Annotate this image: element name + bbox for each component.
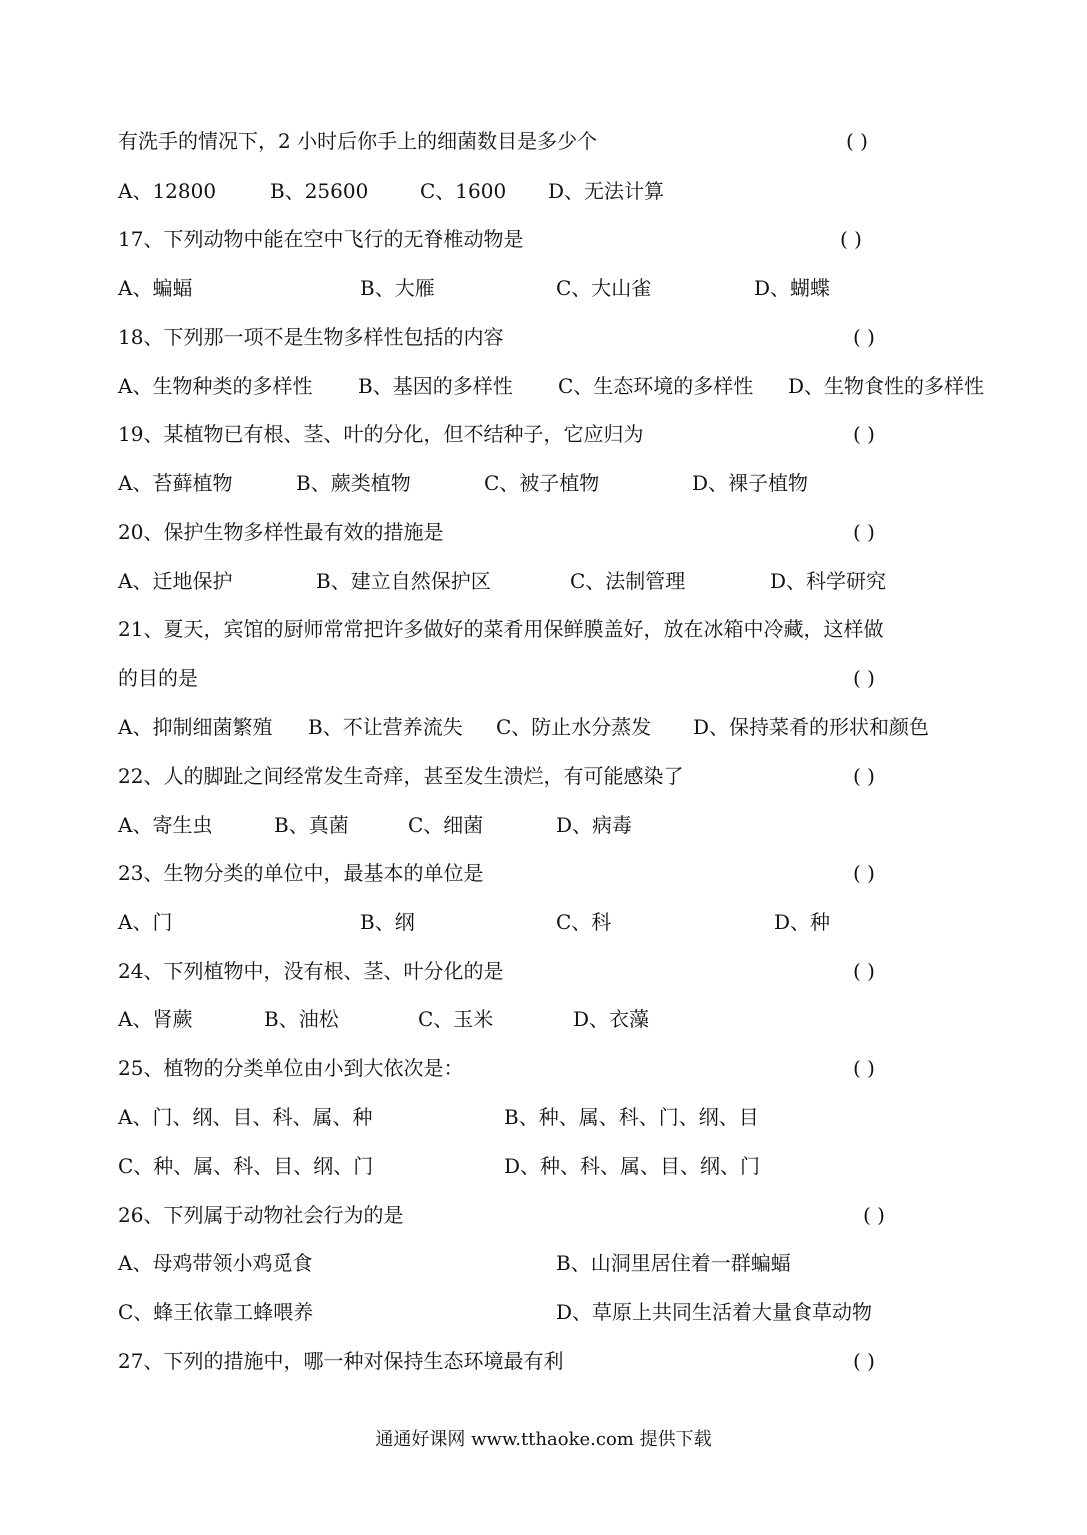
answer-bracket: ( ) — [853, 861, 875, 885]
option-b: B、基因的多样性 — [358, 374, 513, 398]
option-a: A、蝙蝠 — [118, 276, 193, 300]
answer-bracket: ( ) — [853, 422, 875, 446]
option-b: B、种、属、科、门、纲、目 — [504, 1105, 759, 1129]
option-c: C、生态环境的多样性 — [558, 374, 754, 398]
option-d: D、种 — [774, 910, 831, 934]
option-d: D、衣藻 — [573, 1007, 650, 1031]
question-16-continuation — [118, 126, 868, 156]
answer-bracket: ( ) — [853, 1349, 875, 1373]
question-20-stem — [118, 517, 875, 547]
answer-bracket: ( ) — [853, 325, 875, 349]
answer-bracket: ( ) — [863, 1203, 885, 1227]
option-c: C、玉米 — [418, 1007, 494, 1031]
question-text: 25、植物的分类单位由小到大依次是： — [118, 1056, 464, 1080]
question-25-stem — [118, 1053, 875, 1083]
option-b: B、油松 — [264, 1007, 339, 1031]
question-text: 的目的是 — [118, 666, 198, 690]
answer-bracket: ( ) — [853, 959, 875, 983]
option-b: B、25600 — [270, 179, 369, 203]
question-text: 18、下列那一项不是生物多样性包括的内容 — [118, 325, 504, 349]
question-text: 22、人的脚趾之间经常发生奇痒，甚至发生溃烂，有可能感染了 — [118, 764, 684, 788]
option-d: D、科学研究 — [770, 569, 887, 593]
option-a: A、生物种类的多样性 — [118, 374, 313, 398]
option-c: C、蜂王依靠工蜂喂养 — [118, 1300, 314, 1324]
option-a: A、肾蕨 — [118, 1007, 193, 1031]
question-26-stem — [118, 1200, 885, 1230]
option-a: A、迁地保护 — [118, 569, 233, 593]
question-text: 24、下列植物中，没有根、茎、叶分化的是 — [118, 959, 504, 983]
question-18-stem — [118, 322, 875, 352]
question-23-stem — [118, 858, 875, 888]
option-b: B、蕨类植物 — [296, 471, 411, 495]
option-c: C、大山雀 — [556, 276, 652, 300]
option-c: C、科 — [556, 910, 612, 934]
option-b: B、大雁 — [360, 276, 435, 300]
answer-bracket: ( ) — [853, 520, 875, 544]
question-22-stem — [118, 761, 875, 791]
question-text: 23、生物分类的单位中，最基本的单位是 — [118, 861, 484, 885]
question-text: 有洗手的情况下，2 小时后你手上的细菌数目是多少个 — [118, 129, 598, 153]
option-a: A、12800 — [118, 179, 217, 203]
option-d: D、草原上共同生活着大量食草动物 — [556, 1300, 873, 1324]
option-a: A、母鸡带领小鸡觅食 — [118, 1251, 313, 1275]
answer-bracket: ( ) — [853, 666, 875, 690]
option-d: D、裸子植物 — [692, 471, 809, 495]
question-text: 20、保护生物多样性最有效的措施是 — [118, 520, 444, 544]
option-c: C、细菌 — [408, 813, 484, 837]
question-21-stem-continued — [118, 663, 875, 693]
option-d: D、种、科、属、目、纲、门 — [504, 1154, 761, 1178]
question-19-stem — [118, 419, 875, 449]
option-d: D、保持菜肴的形状和颜色 — [693, 715, 930, 739]
question-text: 19、某植物已有根、茎、叶的分化，但不结种子，它应归为 — [118, 422, 644, 446]
option-b: B、不让营养流失 — [308, 715, 463, 739]
answer-bracket: ( ) — [840, 227, 862, 251]
option-d: D、病毒 — [556, 813, 633, 837]
option-a: A、抑制细菌繁殖 — [118, 715, 273, 739]
option-b: B、真菌 — [274, 813, 349, 837]
answer-bracket: ( ) — [853, 1056, 875, 1080]
option-c: C、种、属、科、目、纲、门 — [118, 1154, 374, 1178]
option-d: D、无法计算 — [548, 179, 665, 203]
option-b: B、建立自然保护区 — [316, 569, 491, 593]
option-a: A、苔藓植物 — [118, 471, 233, 495]
question-text: 17、下列动物中能在空中飞行的无脊椎动物是 — [118, 227, 524, 251]
option-a: A、寄生虫 — [118, 813, 213, 837]
option-a: A、门、纲、目、科、属、种 — [118, 1105, 373, 1129]
question-24-stem — [118, 956, 875, 986]
answer-bracket: ( ) — [853, 764, 875, 788]
question-text: 26、下列属于动物社会行为的是 — [118, 1203, 404, 1227]
option-b: B、山洞里居住着一群蝙蝠 — [556, 1251, 791, 1275]
option-d: D、生物食性的多样性 — [788, 374, 985, 398]
page-footer: 通通好课网 www.tthaoke.com 提供下载 — [375, 1429, 712, 1450]
option-c: C、法制管理 — [570, 569, 686, 593]
question-text: 21、夏天，宾馆的厨师常常把许多做好的菜肴用保鲜膜盖好，放在冰箱中冷藏，这样做 — [118, 617, 884, 641]
option-c: C、1600 — [420, 179, 507, 203]
question-27-stem — [118, 1346, 875, 1376]
question-text: 27、下列的措施中，哪一种对保持生态环境最有利 — [118, 1349, 564, 1373]
option-c: C、被子植物 — [484, 471, 600, 495]
option-a: A、门 — [118, 910, 173, 934]
option-d: D、蝴蝶 — [754, 276, 831, 300]
answer-bracket: ( ) — [846, 129, 868, 153]
question-21-stem — [118, 614, 883, 644]
option-b: B、纲 — [360, 910, 415, 934]
question-17-stem — [118, 224, 862, 254]
option-c: C、防止水分蒸发 — [496, 715, 652, 739]
